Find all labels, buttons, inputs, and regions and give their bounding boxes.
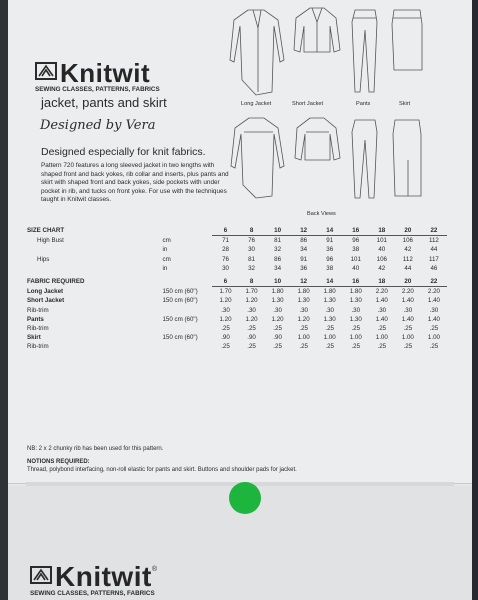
fabric-amount: .25 <box>351 325 361 333</box>
measurement-value: 91 <box>300 255 308 263</box>
fabric-label: Pants <box>27 315 44 323</box>
fabric-amount: 1.00 <box>297 334 310 342</box>
size-header-cell: 12 <box>291 226 317 236</box>
size-header-cell: 20 <box>395 277 421 287</box>
fabric-amount: .25 <box>299 343 308 351</box>
long-jacket-back-sketch <box>231 118 284 198</box>
measurement-value: 30 <box>222 264 229 272</box>
fabric-label: Rib-trim <box>27 343 49 351</box>
fabric-row <box>27 306 447 315</box>
pattern-title: jacket, pants and skirt <box>41 95 167 110</box>
size-header-cell: 22 <box>421 226 447 236</box>
measurement-value: 86 <box>274 255 282 263</box>
scan-shadow <box>0 0 8 600</box>
garment-sketches <box>8 0 472 215</box>
fabric-amount: .25 <box>247 325 256 333</box>
fabric-amount: 1.70 <box>219 288 232 296</box>
measurement-value: 112 <box>402 255 413 263</box>
measurement-value: 71 <box>222 237 229 245</box>
fabric-label: Rib-trim <box>27 306 49 314</box>
short-jacket-back-sketch <box>295 118 340 160</box>
fabric-amount: .30 <box>299 306 308 314</box>
fabric-amount: .25 <box>247 343 256 351</box>
rib-note: NB: 2 x 2 chunky rib has been used for this pattern. <box>27 446 164 452</box>
size-chart-table <box>27 226 447 352</box>
fabric-amount: 1.20 <box>271 315 284 323</box>
fabric-amount: 1.20 <box>219 297 232 305</box>
measurement-value: 46 <box>430 264 438 272</box>
knitwit-logo-bottom <box>30 561 157 597</box>
measurement-value: 34 <box>300 246 308 254</box>
size-chart-row <box>27 264 447 273</box>
intro-body: Pattern 720 features a long sleeved jacket in two lengths with shaped front and back yokes, rib collar and inserts, plus pants and skirt with shaped front and back yokes, side pockets with under pocket in rib, and tucks on front yoke. For use with the techniques taught in Knitwit classes. <box>41 162 229 204</box>
fabric-amount: 1.80 <box>323 288 336 296</box>
size-header-cell: 22 <box>421 277 447 287</box>
size-header-cell: 8 <box>239 226 265 236</box>
blank-cell <box>162 277 212 287</box>
fabric-amount: .30 <box>221 306 230 314</box>
measurement-value: 44 <box>430 246 438 254</box>
brand-tagline-bottom: SEWING CLASSES, PATTERNS, FABRICS <box>30 590 155 597</box>
measurement-value: 38 <box>352 246 360 254</box>
fabric-width <box>162 342 212 351</box>
fabric-label: Short Jacket <box>27 297 65 305</box>
blank-cell <box>162 226 212 236</box>
measurement-value: 106 <box>376 255 387 263</box>
fabric-amount: 1.80 <box>349 288 362 296</box>
green-price-sticker <box>229 482 261 514</box>
long-jacket-front-sketch <box>230 10 284 95</box>
fabric-amount: 1.80 <box>297 288 310 296</box>
measurement-value: 106 <box>402 237 413 245</box>
fabric-amount: .30 <box>429 306 439 314</box>
fabric-amount: 1.00 <box>349 334 362 342</box>
fabric-amount: 1.40 <box>427 315 440 323</box>
fabric-amount: 1.30 <box>271 297 284 305</box>
brand-name: Knitwit <box>60 58 151 88</box>
trademark-symbol: ® <box>151 566 157 573</box>
fabric-amount: .25 <box>221 325 230 333</box>
fabric-width: 150 cm (60") <box>162 287 198 295</box>
fabric-amount: .30 <box>403 306 413 314</box>
measurement-value: 28 <box>222 246 229 254</box>
size-chart-header-row <box>27 226 447 236</box>
measurement-value: 76 <box>248 237 255 245</box>
fabric-amount: .30 <box>351 306 361 314</box>
fabric-header-row <box>27 277 447 287</box>
fabric-amount: .25 <box>429 325 439 333</box>
measurement-value: 40 <box>352 264 360 272</box>
fabric-row <box>27 315 447 324</box>
fabric-amount: 1.00 <box>323 334 336 342</box>
size-chart-row <box>27 255 447 264</box>
size-header-cell: 20 <box>395 226 421 236</box>
size-header-cell: 18 <box>369 277 395 287</box>
fabric-amount: 2.20 <box>375 288 388 296</box>
skirt-back-sketch <box>393 120 421 196</box>
fabric-amount: 1.80 <box>271 288 284 296</box>
size-header-cell: 8 <box>239 277 265 287</box>
fabric-amount: .30 <box>247 306 256 314</box>
measurement-value: 44 <box>404 264 412 272</box>
measurement-value: 101 <box>350 255 361 263</box>
pants-back-sketch <box>352 120 377 198</box>
short-jacket-front-sketch <box>294 8 340 52</box>
size-chart-row <box>27 245 447 254</box>
fabric-amount: 1.40 <box>375 315 388 323</box>
skirt-front-sketch <box>392 10 422 70</box>
fabric-amount: .90 <box>273 334 282 342</box>
measurement-label <box>27 245 162 254</box>
fabric-amount: 1.00 <box>427 334 440 342</box>
notions-heading: NOTIONS REQUIRED: <box>27 459 90 465</box>
size-chart-title: SIZE CHART <box>27 227 65 235</box>
fabric-amount: 1.00 <box>375 334 388 342</box>
fabric-amount: .25 <box>377 343 387 351</box>
fabric-amount: 1.40 <box>401 315 414 323</box>
fabric-amount: 2.20 <box>427 288 440 296</box>
measurement-value: 96 <box>352 237 360 245</box>
fabric-width <box>162 324 212 333</box>
fabric-amount: .90 <box>247 334 256 342</box>
measurement-value: 32 <box>274 246 282 254</box>
size-header-cell: 16 <box>343 277 369 287</box>
fabric-amount: 1.40 <box>375 297 388 305</box>
fabric-amount: 1.20 <box>219 315 232 323</box>
size-header-cell: 10 <box>265 226 291 236</box>
measurement-value: 36 <box>300 264 308 272</box>
measurement-value: 42 <box>378 264 386 272</box>
fabric-amount: .30 <box>273 306 282 314</box>
fabric-amount: .25 <box>325 325 334 333</box>
fabric-amount: .25 <box>325 343 334 351</box>
size-header-cell: 10 <box>265 277 291 287</box>
label-short-jacket: Short Jacket <box>292 101 324 107</box>
measurement-tables <box>27 226 447 352</box>
notions-text: Thread, polybond interfacing, non-roll elastic for pants and skirt. Buttons and shoulder pads for jacket. <box>27 467 297 473</box>
fabric-row <box>27 342 447 351</box>
measurement-value: 81 <box>248 255 255 263</box>
unit-label: in <box>162 246 168 254</box>
measurement-value: 91 <box>326 237 334 245</box>
fabric-amount: .30 <box>325 306 334 314</box>
fabric-amount: 1.30 <box>297 297 310 305</box>
fabric-amount: 1.00 <box>401 334 414 342</box>
fabric-amount: 1.40 <box>427 297 440 305</box>
fabric-width: 150 cm (60") <box>162 334 198 342</box>
measurement-value: 112 <box>428 237 439 245</box>
measurement-value: 81 <box>274 237 282 245</box>
fabric-width: 150 cm (60") <box>162 297 198 305</box>
measurement-value: 40 <box>378 246 386 254</box>
fabric-row <box>27 287 447 297</box>
fabric-width <box>162 306 212 315</box>
size-header-cell: 6 <box>212 226 238 236</box>
measurement-value: 117 <box>428 255 439 263</box>
fabric-amount: 1.20 <box>297 315 310 323</box>
fabric-amount: 1.30 <box>323 315 336 323</box>
label-long-jacket: Long Jacket <box>241 101 272 107</box>
label-pants: Pants <box>356 101 371 107</box>
fabric-amount: 1.30 <box>349 315 362 323</box>
label-skirt: Skirt <box>399 101 411 107</box>
fabric-label: Long Jacket <box>27 287 64 295</box>
measurement-value: 30 <box>248 246 255 254</box>
fabric-amount: .25 <box>299 325 308 333</box>
pattern-envelope <box>8 0 472 600</box>
measurement-value: 101 <box>376 237 387 245</box>
size-header-cell: 12 <box>291 277 317 287</box>
fabric-amount: .25 <box>273 325 282 333</box>
fabric-amount: .30 <box>377 306 387 314</box>
intro-heading: Designed especially for knit fabrics. <box>41 146 206 158</box>
measurement-value: 86 <box>300 237 308 245</box>
measurement-value: 42 <box>404 246 412 254</box>
fabric-amount: 1.40 <box>401 297 414 305</box>
measurement-value: 36 <box>326 246 334 254</box>
size-header-cell: 14 <box>317 226 343 236</box>
measurement-value: 38 <box>326 264 334 272</box>
knitwit-logo-icon <box>30 566 52 584</box>
fabric-amount: 1.20 <box>245 315 258 323</box>
measurement-label: High Bust <box>37 236 64 244</box>
unit-label: cm <box>162 236 171 244</box>
brand-name-bottom: Knitwit <box>55 561 152 592</box>
fabric-title: FABRIC REQUIRED <box>27 278 85 286</box>
fabric-row <box>27 333 447 342</box>
size-header-cell: 18 <box>369 226 395 236</box>
unit-label: cm <box>162 255 171 263</box>
size-chart-row <box>27 236 447 246</box>
fabric-amount: .25 <box>351 343 361 351</box>
fabric-amount: 1.20 <box>245 297 258 305</box>
size-header-cell: 6 <box>212 277 238 287</box>
fabric-amount: .25 <box>377 325 387 333</box>
unit-label: in <box>162 264 168 272</box>
fabric-amount: 1.30 <box>349 297 362 305</box>
measurement-value: 34 <box>274 264 282 272</box>
fabric-amount: .90 <box>221 334 230 342</box>
fabric-amount: 2.20 <box>401 288 414 296</box>
size-header-cell: 16 <box>343 226 369 236</box>
measurement-value: 32 <box>248 264 255 272</box>
fabric-row <box>27 324 447 333</box>
fabric-amount: 1.30 <box>323 297 336 305</box>
size-header-cell: 14 <box>317 277 343 287</box>
fabric-amount: .25 <box>403 325 413 333</box>
label-back-views: Back Views <box>307 211 336 217</box>
fabric-amount: .25 <box>221 343 230 351</box>
fabric-label: Skirt <box>27 334 41 342</box>
brand-tagline: SEWING CLASSES, PATTERNS, FABRICS <box>35 86 160 93</box>
measurement-label: Hips <box>37 255 50 263</box>
fabric-amount: 1.70 <box>245 288 258 296</box>
fabric-amount: .25 <box>273 343 282 351</box>
measurement-value: 96 <box>326 255 334 263</box>
fabric-label: Rib-trim <box>27 325 49 333</box>
measurement-value: 76 <box>222 255 229 263</box>
pants-front-sketch <box>352 10 377 92</box>
measurement-label <box>27 264 162 273</box>
fabric-amount: .25 <box>429 343 439 351</box>
fabric-width: 150 cm (60") <box>162 315 198 323</box>
fabric-row <box>27 296 447 305</box>
fabric-amount: .25 <box>403 343 413 351</box>
designer-signature: Designed by Vera <box>40 118 156 133</box>
